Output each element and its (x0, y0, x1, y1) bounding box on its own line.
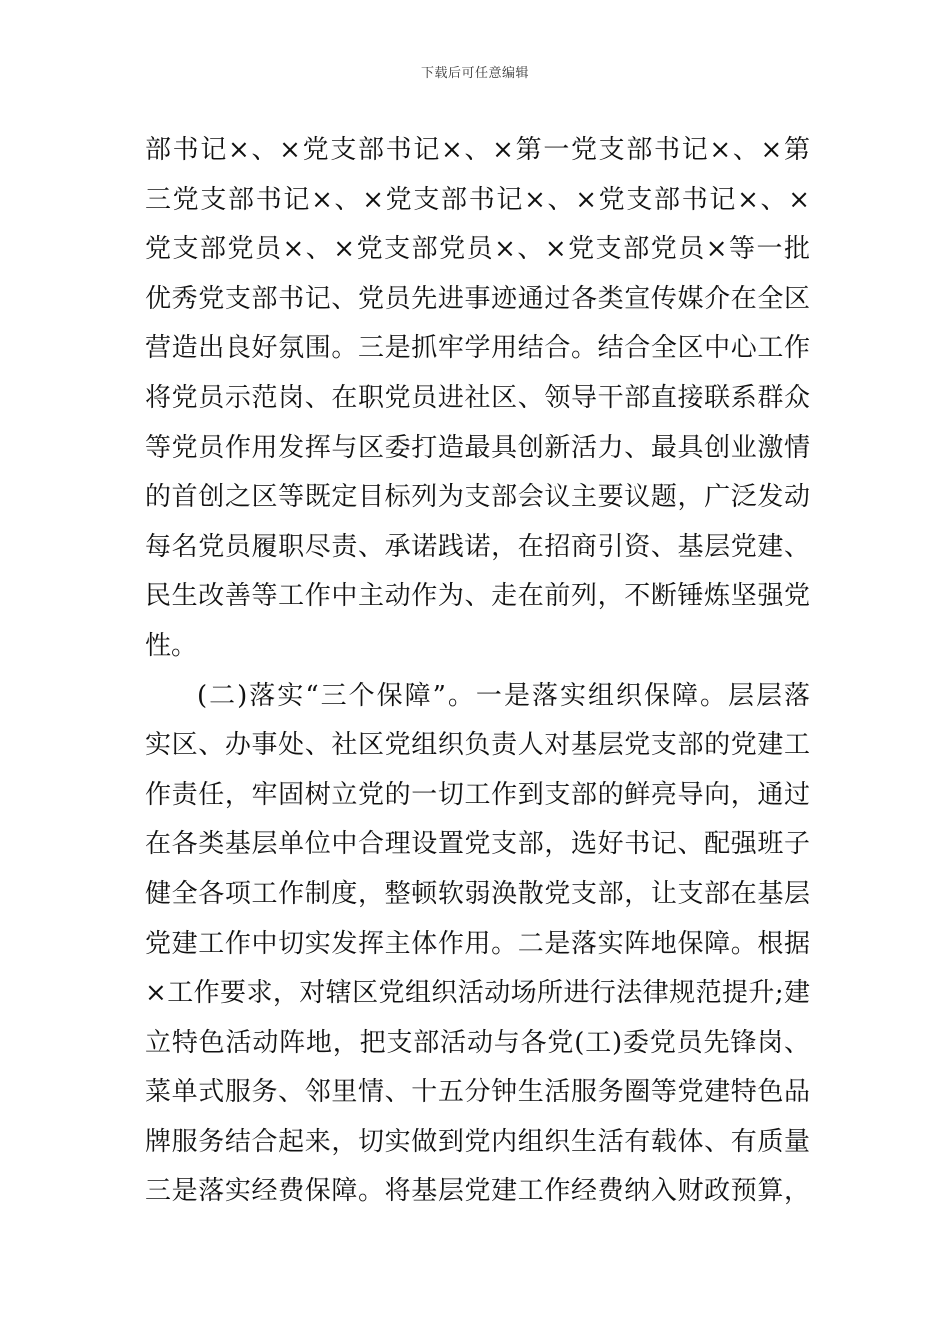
text-line: 实区、办事处、社区党组织负责人对基层党支部的党建工 (145, 730, 810, 761)
page-header: 下载后可任意编辑 (420, 66, 529, 81)
text-line: 立特色活动阵地，把支部活动与各党(工)委党员先锋岗、 (145, 1027, 810, 1058)
text-line: 党建工作中切实发挥主体作用。二是落实阵地保障。根据 (145, 928, 810, 959)
text-line: 将党员示范岗、在职党员进社区、领导干部直接联系群众 (145, 382, 810, 413)
text-line: 的首创之区等既定目标列为支部会议主要议题，广泛发动 (145, 482, 810, 513)
text-line: 性。 (145, 630, 198, 661)
text-line: 在各类基层单位中合理设置党支部，选好书记、配强班子 (145, 829, 810, 860)
text-line: ×工作要求，对辖区党组织活动场所进行法律规范提升;建 (145, 978, 810, 1009)
text-line: 民生改善等工作中主动作为、走在前列，不断锤炼坚强党 (145, 581, 810, 612)
text-line: 健全各项工作制度，整顿软弱涣散党支部，让支部在基层 (145, 878, 810, 909)
text-line: 每名党员履职尽责、承诺践诺，在招商引资、基层党建、 (145, 531, 810, 562)
text-line: 党支部党员×、×党支部党员×、×党支部党员×等一批 (145, 234, 810, 265)
text-line: 作责任，牢固树立党的一切工作到支部的鲜亮导向，通过 (145, 779, 810, 810)
text-line: 等党员作用发挥与区委打造最具创新活力、最具创业激情 (145, 432, 810, 463)
text-line: 牌服务结合起来，切实做到党内组织生活有载体、有质量 (145, 1126, 810, 1157)
text-line: 三是落实经费保障。将基层党建工作经费纳入财政预算， (145, 1176, 810, 1207)
text-line: 三党支部书记×、×党支部书记×、×党支部书记×、× (145, 184, 810, 215)
text-line: 菜单式服务、邻里情、十五分钟生活服务圈等党建特色品 (145, 1077, 810, 1108)
text-line: 营造出良好氛围。三是抓牢学用结合。结合全区中心工作 (145, 333, 810, 364)
text-line: 部书记×、×党支部书记×、×第一党支部书记×、×第 (145, 135, 810, 165)
section-heading-line: (二)落实“三个保障”。一是落实组织保障。层层落 (197, 680, 810, 711)
document-body (145, 126, 810, 1217)
text-line: 优秀党支部书记、党员先进事迹通过各类宣传媒介在全区 (145, 283, 810, 314)
